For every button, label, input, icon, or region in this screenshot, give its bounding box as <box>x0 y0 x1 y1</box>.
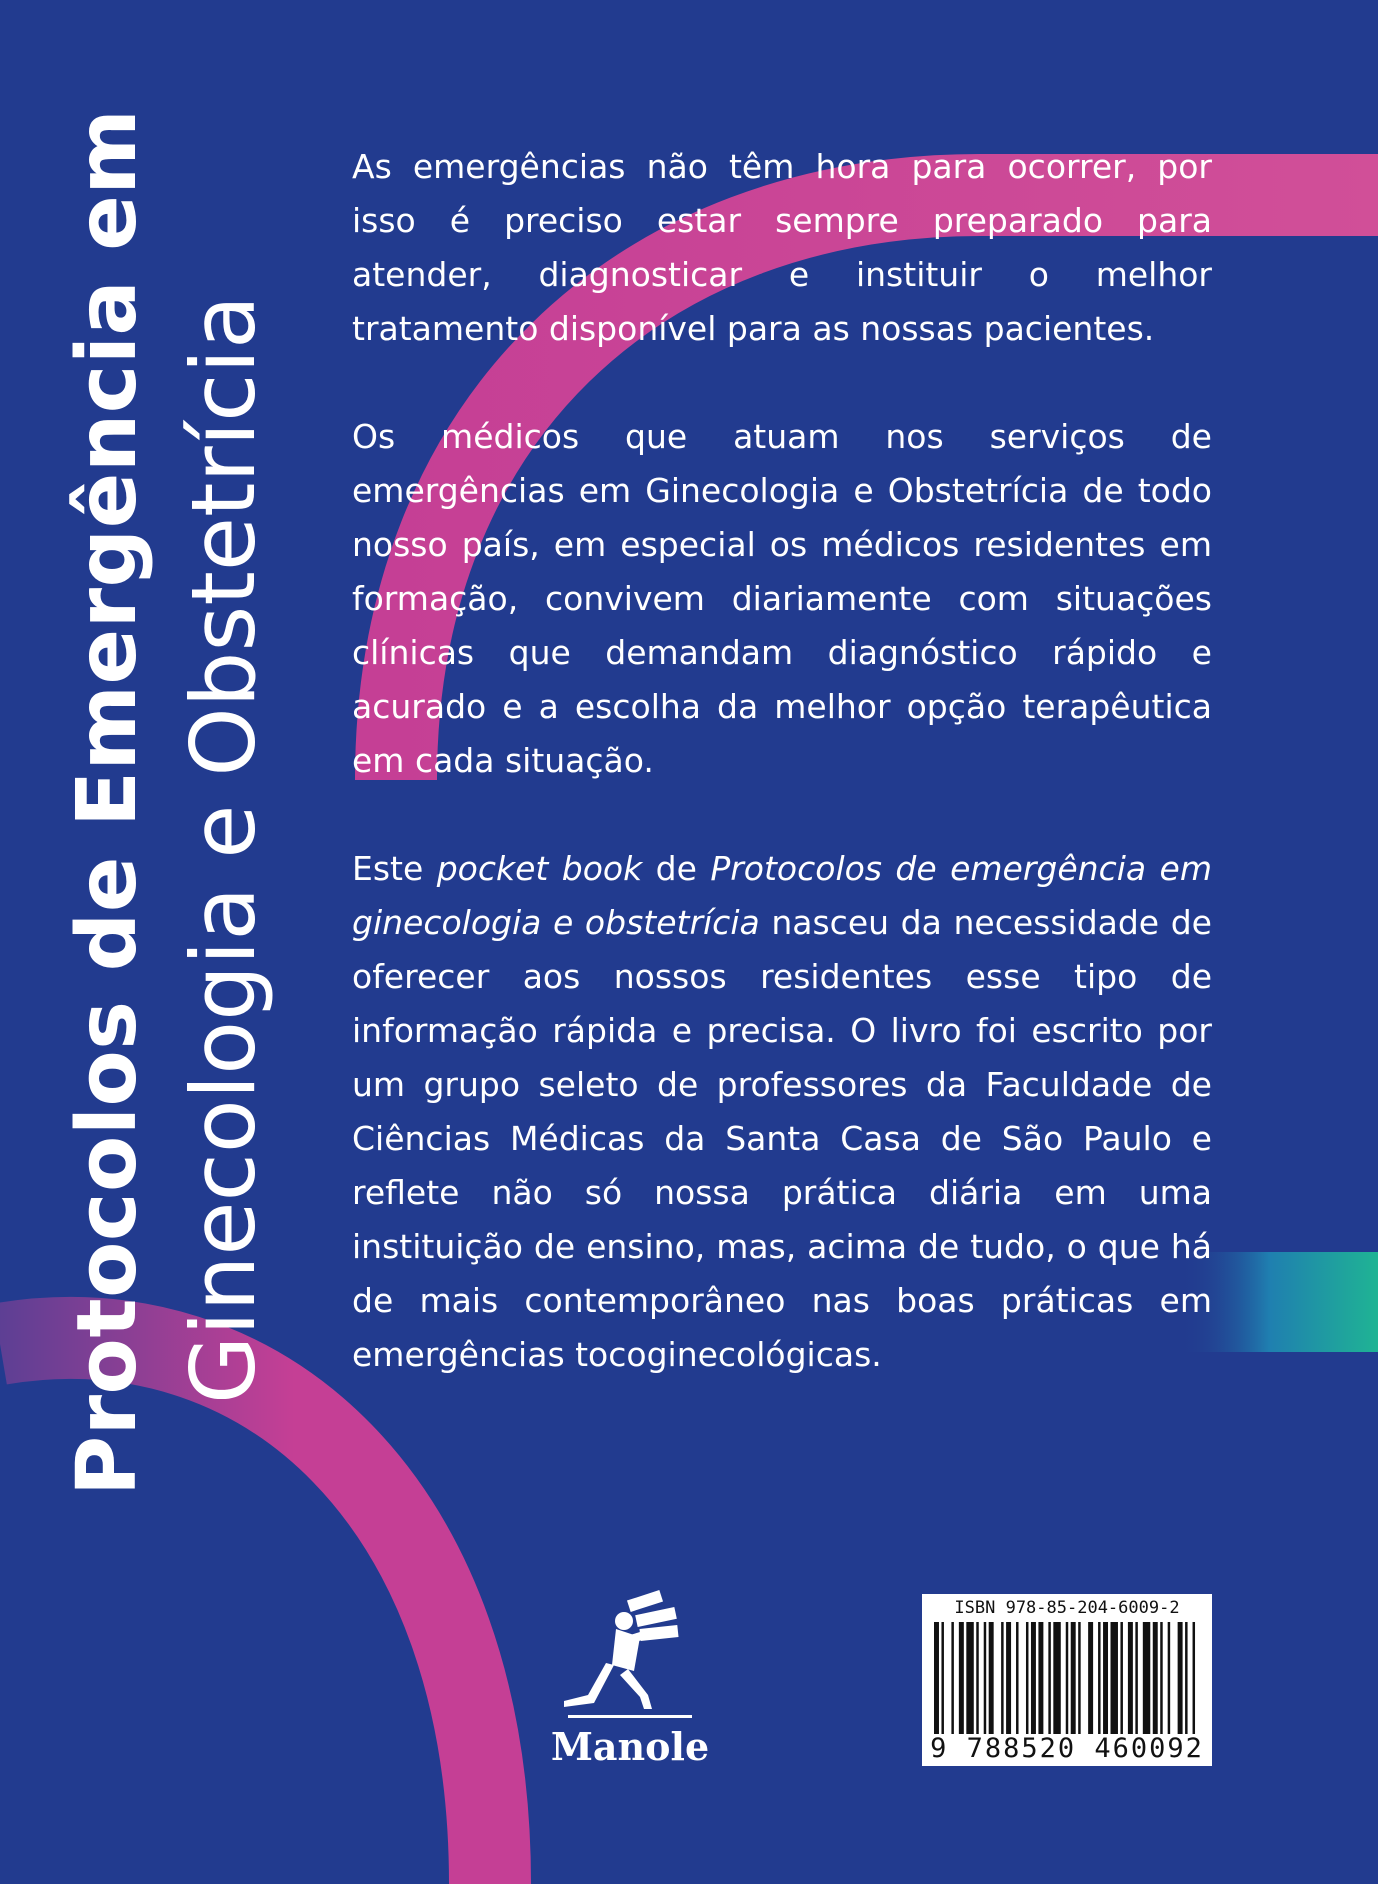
isbn-label: ISBN 978-85-204-6009-2 <box>954 1598 1180 1618</box>
barcode-bar <box>951 1622 953 1734</box>
blurb-paragraph-2: Os médicos que atuam nos serviços de emergências em Ginecologia e Obstetrícia de todo nosso país, em especial os médicos residentes em formação, convivem diariamente com situações clínicas que demandam diagnóstico rápido e acurado e a escolha da melhor opção terapêutica em cada situação. <box>352 417 1212 780</box>
blurb-text <box>352 140 1212 1436</box>
barcode-bar <box>1153 1622 1158 1734</box>
publisher-logo <box>550 1585 710 1775</box>
barcode-bar <box>1038 1622 1043 1734</box>
barcode-bar <box>1026 1622 1028 1734</box>
barcode-bar <box>1193 1622 1195 1734</box>
barcode-bar <box>1135 1622 1137 1734</box>
barcode-bar <box>1066 1622 1068 1734</box>
blurb-paragraph-1: As emergências não têm hora para ocorrer, por isso é preciso estar sempre preparado para atender, diagnosticar e instituir o melhor tratamento disponível para as nossas pacientes. <box>352 147 1212 348</box>
barcode-bar <box>934 1622 939 1734</box>
barcode-bar <box>966 1622 973 1734</box>
publisher-name: Manole <box>550 1724 710 1769</box>
blurb-paragraph-3 <box>352 842 1212 1382</box>
barcode-bar <box>1078 1622 1080 1734</box>
barcode-bar <box>1048 1622 1050 1734</box>
barcode-bar <box>1185 1622 1187 1734</box>
barcode-bar <box>1071 1622 1076 1734</box>
barcode-bar <box>1178 1622 1183 1734</box>
barcode-bar <box>1143 1622 1150 1734</box>
spine-title-light: Ginecologia e Obstetrícia <box>172 295 275 1404</box>
barcode-bar <box>984 1622 986 1734</box>
barcode-bar <box>1168 1622 1170 1734</box>
barcode-bar <box>1111 1622 1118 1734</box>
isbn-barcode <box>922 1594 1212 1766</box>
barcode-bar <box>1098 1622 1100 1734</box>
blurb-p3-emphasis-2: Protocolos de emergência em ginecologia e obstetrícia <box>352 849 1212 942</box>
blurb-p3-end: nasceu da necessidade de oferecer aos nossos residentes esse tipo de informação rápida e precisa. O livro foi escrito por um grupo seleto de professores da Faculdade de Ciências Médicas da Santa Casa de São Paulo e reflete não só nossa prática diária em uma instituição de ensino, mas, acima de tudo, o que há de mais contemporâneo nas boas práticas em emergências tocoginecológicas. <box>352 903 1212 1374</box>
barcode-bar <box>1128 1622 1133 1734</box>
barcode-digits: 9 788520 460092 <box>930 1733 1204 1764</box>
blurb-p3-start: Este <box>352 849 437 888</box>
barcode-bar <box>1001 1622 1003 1734</box>
blurb-p3-mid: de <box>642 849 711 888</box>
barcode-bar <box>976 1622 978 1734</box>
barcode-bar <box>1120 1622 1122 1734</box>
barcode-bar <box>1160 1622 1162 1734</box>
barcode-bar <box>1103 1622 1108 1734</box>
barcode-bar <box>989 1622 994 1734</box>
barcode-bars <box>934 1622 1200 1734</box>
blurb-p3-emphasis-1: pocket book <box>436 849 643 888</box>
manole-man-carrying-books-icon <box>550 1585 710 1725</box>
barcode-bar <box>1006 1622 1011 1734</box>
barcode-bar <box>1088 1622 1093 1734</box>
spine-title-bold: Protocolos de Emergência em <box>60 108 155 1496</box>
barcode-bar <box>959 1622 964 1734</box>
barcode-bar <box>1053 1622 1060 1734</box>
barcode-bar <box>1031 1622 1036 1734</box>
barcode-bar <box>941 1622 943 1734</box>
barcode-bar <box>1016 1622 1018 1734</box>
